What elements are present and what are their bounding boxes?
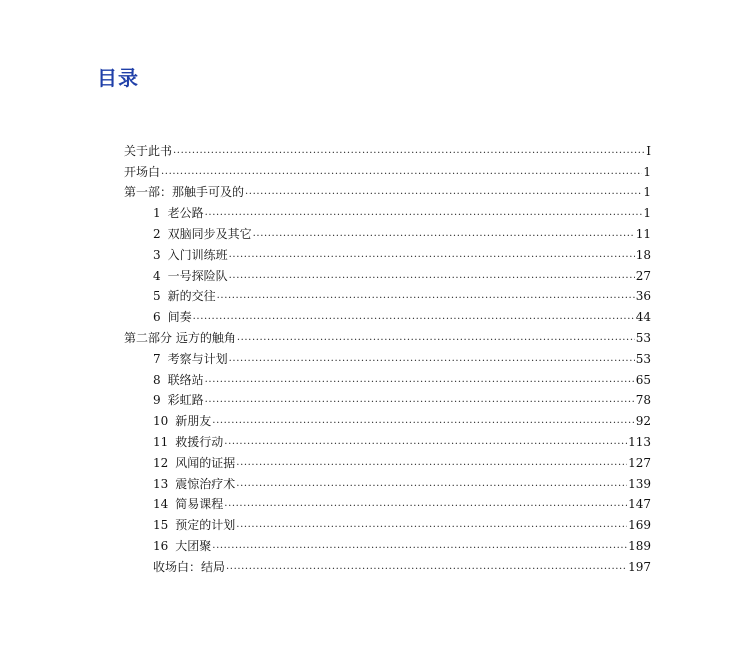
toc-entry-title: 风闻的证据	[175, 455, 236, 470]
toc-dot-leader	[236, 456, 627, 470]
toc-page-number: 197	[628, 559, 651, 574]
toc-page-number: 92	[635, 414, 651, 429]
toc-page-number: 44	[635, 310, 651, 325]
toc-dot-leader	[217, 289, 635, 303]
toc-entry-title: 收场白：结局	[153, 559, 226, 574]
toc-entry-title: 第一部：那触手可及的	[124, 185, 245, 200]
toc-entry-title: 简易课程	[175, 497, 224, 512]
toc-dot-leader	[205, 206, 643, 220]
toc-entry[interactable]	[124, 262, 651, 283]
toc-chapter-number: 16	[153, 538, 169, 553]
toc-page-number: 1	[643, 185, 651, 200]
toc-page-number: 113	[628, 434, 651, 449]
toc-entry[interactable]	[124, 449, 651, 470]
toc-chapter-number: 11	[153, 434, 169, 449]
toc-heading: 目录	[97, 66, 139, 90]
toc-dot-leader	[161, 165, 642, 179]
toc-page-number: 139	[628, 476, 651, 491]
toc-page-number: 189	[628, 538, 651, 553]
toc-chapter-number: 4	[153, 268, 161, 283]
toc-entry[interactable]	[124, 283, 651, 304]
toc-entry-title: 彩虹路	[167, 393, 204, 408]
toc-entry[interactable]	[124, 241, 651, 262]
toc-entry[interactable]	[124, 532, 651, 553]
toc-dot-leader	[224, 497, 627, 511]
toc-page-number: 1	[643, 164, 651, 179]
toc-dot-leader	[226, 560, 627, 574]
toc-entry[interactable]	[124, 407, 651, 428]
toc-dot-leader	[224, 435, 627, 449]
toc-page-number: 65	[635, 372, 651, 387]
table-of-contents	[124, 137, 651, 574]
toc-dot-leader	[236, 477, 627, 491]
toc-page-number: 11	[635, 226, 651, 241]
toc-entry-title: 新朋友	[175, 414, 212, 429]
toc-entry[interactable]	[124, 428, 651, 449]
toc-dot-leader	[229, 269, 635, 283]
toc-page-number: 1	[643, 206, 651, 221]
toc-entry-title: 大团聚	[175, 538, 212, 553]
toc-entry[interactable]	[124, 511, 651, 532]
toc-entry-title: 救援行动	[175, 434, 224, 449]
toc-entry-title: 第二部分 远方的触角	[124, 330, 236, 345]
toc-page-number: 78	[635, 393, 651, 408]
toc-page-number: 127	[628, 455, 651, 470]
toc-entry[interactable]	[124, 220, 651, 241]
toc-entry[interactable]	[124, 366, 651, 387]
toc-chapter-number: 10	[153, 414, 169, 429]
toc-chapter-number: 6	[153, 310, 161, 325]
toc-chapter-number: 3	[153, 247, 161, 262]
toc-entry-title: 震惊治疗术	[175, 476, 236, 491]
toc-page-number: 169	[628, 518, 651, 533]
toc-dot-leader	[173, 144, 645, 158]
toc-dot-leader	[205, 373, 635, 387]
toc-entry[interactable]	[124, 303, 651, 324]
toc-dot-leader	[193, 310, 635, 324]
toc-entry-title: 关于此书	[124, 143, 173, 158]
toc-entry[interactable]	[124, 158, 651, 179]
toc-dot-leader	[212, 539, 627, 553]
toc-entry[interactable]	[124, 137, 651, 158]
toc-chapter-number: 9	[153, 393, 161, 408]
toc-dot-leader	[236, 518, 627, 532]
toc-chapter-number: 1	[153, 206, 161, 221]
toc-chapter-number: 12	[153, 455, 169, 470]
toc-entry-title: 间奏	[167, 310, 192, 325]
toc-entry[interactable]	[124, 553, 651, 574]
toc-entry-title: 预定的计划	[175, 518, 236, 533]
toc-page-number: 53	[635, 351, 651, 366]
toc-entry-title: 双脑同步及其它	[167, 226, 252, 241]
toc-dot-leader	[229, 248, 635, 262]
toc-entry[interactable]	[124, 345, 651, 366]
toc-entry-title: 入门训练班	[167, 247, 228, 262]
toc-dot-leader	[253, 227, 635, 241]
toc-page-number: 36	[635, 289, 651, 304]
toc-entry[interactable]	[124, 179, 651, 200]
toc-dot-leader	[229, 352, 635, 366]
toc-chapter-number: 7	[153, 351, 161, 366]
toc-entry-title: 一号探险队	[167, 268, 228, 283]
toc-dot-leader	[245, 185, 642, 199]
toc-dot-leader	[212, 414, 634, 428]
toc-page-number: 53	[635, 330, 651, 345]
toc-entry[interactable]	[124, 324, 651, 345]
toc-entry-title: 老公路	[167, 206, 204, 221]
toc-page-number: 27	[635, 268, 651, 283]
toc-dot-leader	[205, 393, 635, 407]
toc-entry[interactable]	[124, 199, 651, 220]
toc-chapter-number: 15	[153, 518, 169, 533]
toc-entry-title: 开场白	[124, 164, 161, 179]
toc-entry[interactable]	[124, 470, 651, 491]
toc-page-number: I	[646, 143, 651, 158]
toc-chapter-number: 13	[153, 476, 169, 491]
toc-chapter-number: 14	[153, 497, 169, 512]
toc-entry-title: 联络站	[167, 372, 204, 387]
toc-entry[interactable]	[124, 491, 651, 512]
toc-page-number: 18	[635, 247, 651, 262]
toc-entry[interactable]	[124, 387, 651, 408]
toc-chapter-number: 8	[153, 372, 161, 387]
toc-chapter-number: 5	[153, 289, 161, 304]
toc-dot-leader	[237, 331, 635, 345]
toc-entry-title: 新的交往	[167, 289, 216, 304]
toc-entry-title: 考察与计划	[167, 351, 228, 366]
toc-chapter-number: 2	[153, 226, 161, 241]
toc-page-number: 147	[628, 497, 651, 512]
